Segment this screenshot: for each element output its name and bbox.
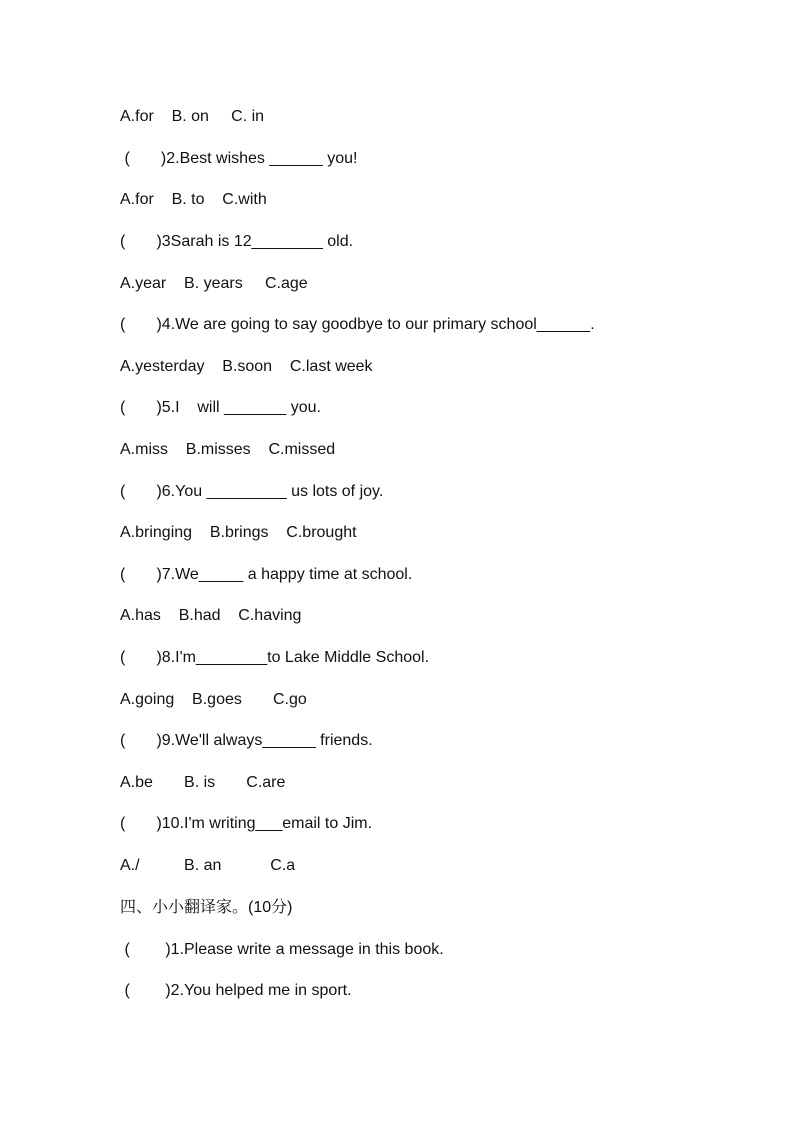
question-10: ( )10.I'm writing___email to Jim.: [120, 815, 373, 832]
section-4-heading: 四、小小翻译家。(10分): [120, 899, 293, 916]
q7-options: A.has B.had C.having: [120, 607, 302, 624]
q2-options: A.for B. to C.with: [120, 191, 267, 208]
q9-options: A.be B. is C.are: [120, 774, 286, 791]
question-8: ( )8.I'm________to Lake Middle School.: [120, 649, 430, 666]
translation-item-2: ( )2.You helped me in sport.: [120, 982, 352, 999]
q4-options: A.yesterday B.soon C.last week: [120, 358, 373, 375]
question-9: ( )9.We'll always______ friends.: [120, 732, 373, 749]
question-5: ( )5.I will _______ you.: [120, 399, 321, 416]
q6-options: A.bringing B.brings C.brought: [120, 524, 357, 541]
question-6: ( )6.You _________ us lots of joy.: [120, 483, 384, 500]
question-7: ( )7.We_____ a happy time at school.: [120, 566, 413, 583]
question-3: ( )3Sarah is 12________ old.: [120, 233, 354, 250]
q8-options: A.going B.goes C.go: [120, 691, 307, 708]
question-4: ( )4.We are going to say goodbye to our primary school______.: [120, 316, 595, 333]
q1-options: A.for B. on C. in: [120, 108, 265, 125]
q3-options: A.year B. years C.age: [120, 275, 308, 292]
question-2: ( )2.Best wishes ______ you!: [120, 150, 358, 167]
q10-options: A./ B. an C.a: [120, 857, 296, 874]
translation-item-1: ( )1.Please write a message in this book.: [120, 941, 444, 958]
q5-options: A.miss B.misses C.missed: [120, 441, 336, 458]
